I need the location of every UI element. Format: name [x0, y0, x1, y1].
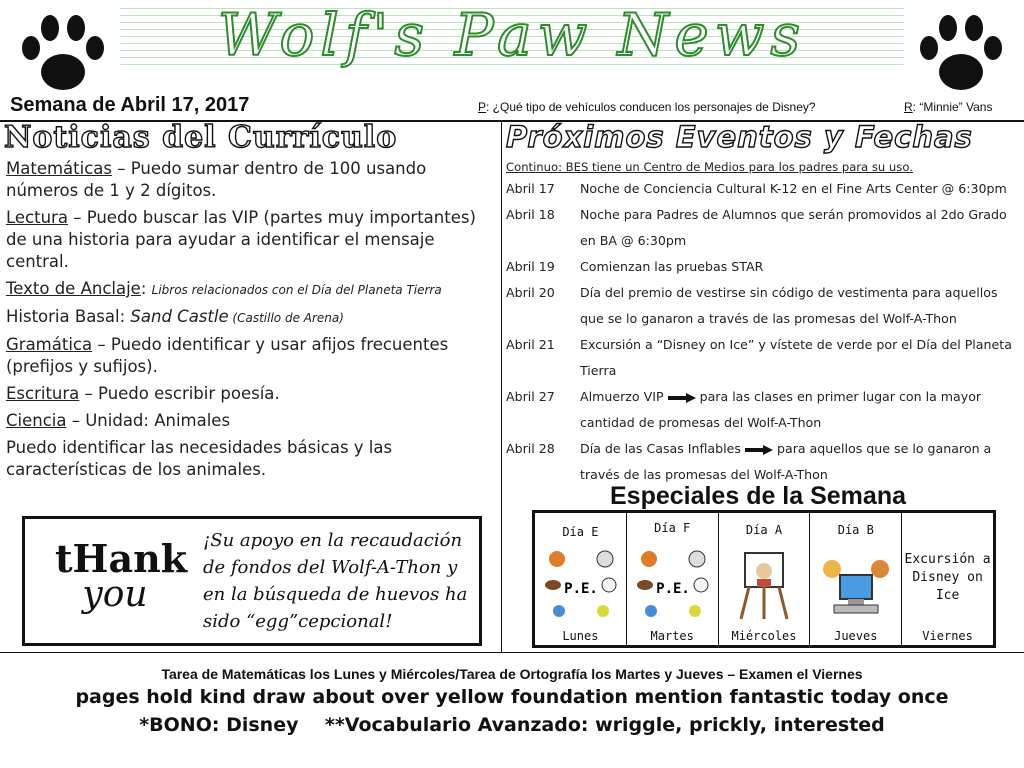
special-day-letter: Día E	[562, 525, 599, 539]
spelling-words: pages hold kind draw about over yellow foundation mention fantastic today once	[75, 686, 949, 708]
special-weekday: Viernes	[922, 629, 973, 643]
event-date: Abril 17	[506, 181, 555, 196]
question-text: : ¿Qué tipo de vehículos conducen los personajes de Disney?	[486, 100, 816, 114]
footer-divider	[0, 652, 1024, 653]
event-desc: Excursión a “Disney on Ice” y vístete de verde por el Día del Planeta Tierra	[580, 337, 1012, 378]
special-day-cell	[535, 513, 627, 645]
curriculum-section	[6, 158, 496, 486]
answer-label: R	[904, 100, 913, 114]
event-item	[506, 176, 1018, 202]
special-day-cell	[902, 513, 993, 645]
trivia-answer	[904, 100, 992, 114]
writing-item	[6, 383, 496, 405]
right-arrow-icon	[745, 445, 773, 455]
basal-translation: (Castillo de Arena)	[228, 311, 344, 325]
event-item	[506, 332, 1018, 384]
grammar-label: Gramática	[6, 335, 93, 354]
special-weekday: Miércoles	[731, 629, 797, 643]
special-day-cell	[810, 513, 902, 645]
reading-label: Lectura	[6, 208, 68, 227]
writing-text: – Puedo escribir poesía.	[79, 384, 280, 403]
sports-balls-icon	[543, 545, 619, 621]
writing-label: Escritura	[6, 384, 80, 403]
event-desc-before: Día de las Casas Inflables	[580, 441, 741, 456]
event-desc: Día del premio de vestirse sin código de vestimenta para aquellos que se lo ganaron a través de las promesas del Wolf-A-Thon	[580, 285, 998, 326]
paw-print-icon	[916, 12, 1006, 94]
specials-table	[532, 510, 996, 648]
question-label: P	[478, 100, 487, 114]
event-item	[506, 202, 1018, 254]
special-day-letter: Día B	[837, 523, 874, 537]
specials-heading: Especiales de la Semana	[609, 482, 906, 510]
anchor-sep: :	[140, 279, 152, 298]
week-date: Semana de Abril 17, 2017	[10, 94, 250, 116]
event-date: Abril 18	[506, 207, 555, 222]
art-easel-icon	[727, 545, 803, 621]
event-item	[506, 384, 1018, 436]
thank-you-message: ¡Su apoyo en la recaudación de fondos del Wolf-A-Thon y en la búsqueda de huevos ha sido “egg”cepcional!	[203, 530, 468, 632]
anchor-label: Texto de Anclaje	[6, 279, 141, 298]
special-day-letter: Día A	[745, 523, 783, 537]
math-item	[6, 158, 496, 202]
event-date: Abril 27	[506, 389, 555, 404]
special-weekday: Jueves	[834, 629, 878, 643]
event-date: Abril 20	[506, 285, 555, 300]
anchor-text: Libros relacionados con el Día del Planeta Tierra	[151, 283, 442, 297]
reading-item	[6, 207, 496, 273]
special-day-cell	[627, 513, 719, 645]
special-weekday: Martes	[650, 629, 694, 643]
math-text: – Puedo sumar dentro de 100 usando números de 1 y 2 dígitos.	[6, 159, 427, 200]
science-text: – Unidad: Animales	[66, 411, 231, 430]
basal-story-item	[6, 306, 496, 329]
event-desc-before: Almuerzo VIP	[580, 389, 664, 404]
science-goal: Puedo identificar las necesidades básicas y las características de los animales.	[6, 438, 393, 479]
event-desc	[580, 384, 1018, 436]
bonus-vocabulary: *BONO: Disney **Vocabulario Avanzado: wriggle, prickly, interested	[139, 714, 885, 736]
thank-you-box	[22, 516, 482, 646]
events-heading: Próximos Eventos y Fechas	[506, 120, 973, 154]
event-desc: Comienzan las pruebas STAR	[580, 259, 764, 274]
you-word: you	[82, 574, 148, 615]
event-date: Abril 21	[506, 337, 555, 352]
event-item	[506, 280, 1018, 332]
homework-note: Tarea de Matemáticas los Lunes y Miércoles/Tarea de Ortografía los Martes y Jueves – Examen el Viernes	[161, 666, 863, 682]
sports-balls-icon	[635, 545, 711, 621]
basal-label: Historia Basal:	[6, 307, 131, 326]
event-desc: Noche para Padres de Alumnos que serán promovidos al 2do Grado en BA @ 6:30pm	[580, 207, 1007, 248]
paw-print-icon	[18, 12, 108, 94]
event-date: Abril 28	[506, 441, 555, 456]
special-weekday: Lunes	[562, 629, 599, 643]
event-desc-after: para las clases en primer lugar con la mayor cantidad de promesas del Wolf-A-Thon	[580, 389, 982, 430]
science-item	[6, 410, 496, 432]
grammar-item	[6, 334, 496, 378]
events-section	[506, 160, 1018, 488]
column-divider	[501, 120, 502, 652]
anchor-text-item	[6, 278, 496, 301]
ongoing-label: Continuo	[506, 160, 559, 174]
pe-label: P.E.	[655, 581, 690, 597]
science-label: Ciencia	[6, 411, 67, 430]
trivia-question	[478, 100, 816, 114]
event-item	[506, 436, 1018, 488]
basal-text: Sand Castle	[130, 307, 229, 326]
event-desc-after: para aquellos que se lo ganaron a través de las promesas del Wolf-A-Thon	[580, 441, 992, 482]
event-desc: Noche de Conciencia Cultural K-12 en el Fine Arts Center @ 6:30pm	[580, 181, 1007, 196]
ongoing-note	[506, 160, 1018, 174]
reading-text: – Puedo buscar las VIP (partes muy importantes) de una historia para ayudar a identificar el mensaje central.	[6, 208, 476, 271]
special-day-letter: Día F	[654, 521, 691, 535]
event-desc	[580, 436, 1018, 488]
thank-word: tHank	[55, 536, 188, 581]
special-day-cell	[719, 513, 811, 645]
grammar-text: – Puedo identificar y usar afijos frecuentes (prefijos y sufijos).	[6, 335, 449, 376]
field-trip-label: Excursión a Disney on Ice	[904, 552, 991, 603]
computer-kids-icon	[818, 545, 894, 621]
event-date: Abril 19	[506, 259, 555, 274]
thank-you-graphic	[55, 536, 188, 615]
answer-text: : “Minnie” Vans	[912, 100, 993, 114]
newsletter-title: Wolf's Paw News	[120, 2, 904, 68]
curriculum-heading: Noticias del Currículo	[4, 120, 398, 155]
ongoing-text: : BES tiene un Centro de Medios para los padres para su uso.	[558, 160, 913, 174]
right-arrow-icon	[668, 393, 696, 403]
math-label: Matemáticas	[6, 159, 112, 178]
event-item	[506, 254, 1018, 280]
pe-label: P.E.	[564, 581, 598, 597]
